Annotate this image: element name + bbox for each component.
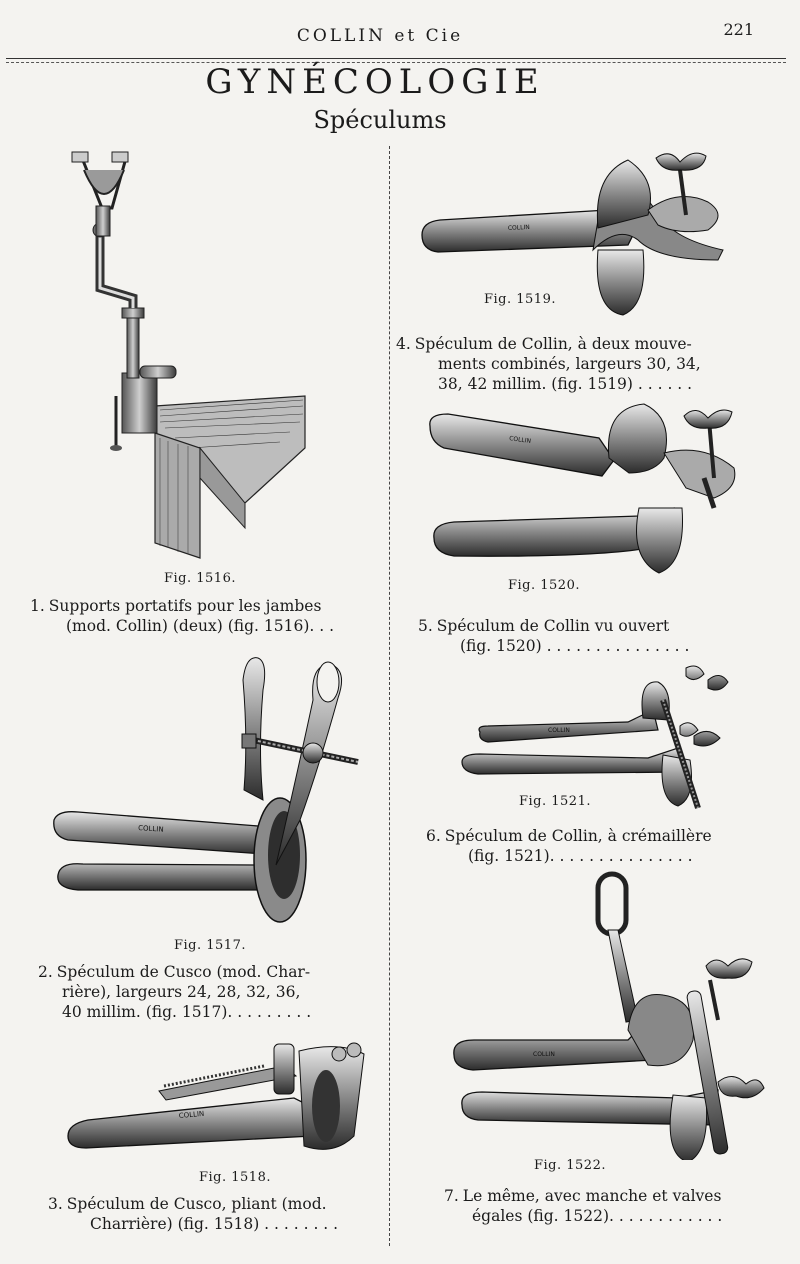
entry-5-line-2: (fig. 1520) . . . . . . . . . . . . . . . (460, 637, 690, 655)
page-subtitle: Spéculums (313, 106, 447, 134)
entry-4 (396, 334, 726, 394)
fig-1517-caption: Fig. 1517. (174, 938, 246, 953)
fig-1522-speculum-with-handle-illustration (448, 870, 768, 1160)
fig-1516-caption: Fig. 1516. (164, 571, 236, 586)
fig-1516-leg-support-illustration (60, 148, 310, 563)
fig-1521-ratchet-speculum-illustration (458, 660, 738, 810)
entry-4-line-1: Spéculum de Collin, à deux mouve- (414, 335, 692, 353)
entry-6 (426, 826, 742, 866)
entry-6-line-2: (fig. 1521). . . . . . . . . . . . . . . (468, 847, 693, 865)
entry-6-number: 6. (426, 827, 441, 845)
entry-4-line-3: 38, 42 millim. (fig. 1519) . . . . . . (438, 375, 693, 393)
fig-1518-folding-speculum-illustration (64, 1036, 374, 1166)
entry-7-line-2: égales (fig. 1522). . . . . . . . . . . . (472, 1207, 723, 1225)
entry-5-number: 5. (418, 617, 433, 635)
fig-1520-caption: Fig. 1520. (508, 578, 580, 593)
entry-3 (48, 1194, 364, 1234)
fig-1521-engraving: COLLIN (548, 727, 570, 734)
fig-1517-cusco-speculum-illustration (48, 650, 368, 930)
page-title: GYNÉCOLOGIE (205, 62, 545, 102)
fig-1519-caption: Fig. 1519. (484, 292, 556, 307)
entry-3-number: 3. (48, 1195, 63, 1213)
entry-6-line-1: Spéculum de Collin, à crémaillère (444, 827, 712, 845)
column-divider (389, 146, 390, 1246)
entry-4-number: 4. (396, 335, 411, 353)
entry-7 (444, 1186, 758, 1226)
fig-1520-collin-speculum-open-illustration (424, 398, 754, 583)
fig-1519-engraving: COLLIN (507, 223, 530, 232)
fig-1522-caption: Fig. 1522. (534, 1158, 606, 1173)
entry-1-line-2: (mod. Collin) (deux) (fig. 1516). . . (66, 617, 335, 635)
entry-1 (30, 596, 360, 636)
entry-3-line-2: Charrière) (fig. 1518) . . . . . . . . (90, 1215, 339, 1233)
fig-1517-engraving: COLLIN (137, 824, 164, 834)
entry-1-number: 1. (30, 597, 45, 615)
entry-1-line-1: Supports portatifs pour les jambes (48, 597, 322, 615)
fig-1521-caption: Fig. 1521. (519, 794, 591, 809)
fig-1522-engraving: COLLIN (533, 1051, 555, 1058)
entry-2 (38, 962, 358, 1022)
page-number: 221 (723, 20, 754, 39)
entry-2-line-3: 40 millim. (fig. 1517). . . . . . . . . (62, 1003, 312, 1021)
entry-3-line-1: Spéculum de Cusco, pliant (mod. (66, 1195, 327, 1213)
fig-1519-collin-speculum-illustration (418, 140, 738, 325)
publisher-header: COLLIN et Cie (296, 26, 464, 46)
entry-7-number: 7. (444, 1187, 459, 1205)
entry-2-number: 2. (38, 963, 53, 981)
entry-4-line-2: ments combinés, largeurs 30, 34, (438, 355, 701, 373)
entry-5-line-1: Spéculum de Collin vu ouvert (436, 617, 670, 635)
fig-1520-engraving: COLLIN (508, 435, 532, 446)
entry-2-line-1: Spéculum de Cusco (mod. Char- (56, 963, 311, 981)
entry-2-line-2: rière), largeurs 24, 28, 32, 36, (62, 983, 301, 1001)
entry-5 (418, 616, 736, 656)
header-rule (6, 58, 786, 59)
fig-1518-caption: Fig. 1518. (199, 1170, 271, 1185)
entry-7-line-1: Le même, avec manche et valves (462, 1187, 722, 1205)
fig-1518-engraving: COLLIN (178, 1109, 205, 1120)
